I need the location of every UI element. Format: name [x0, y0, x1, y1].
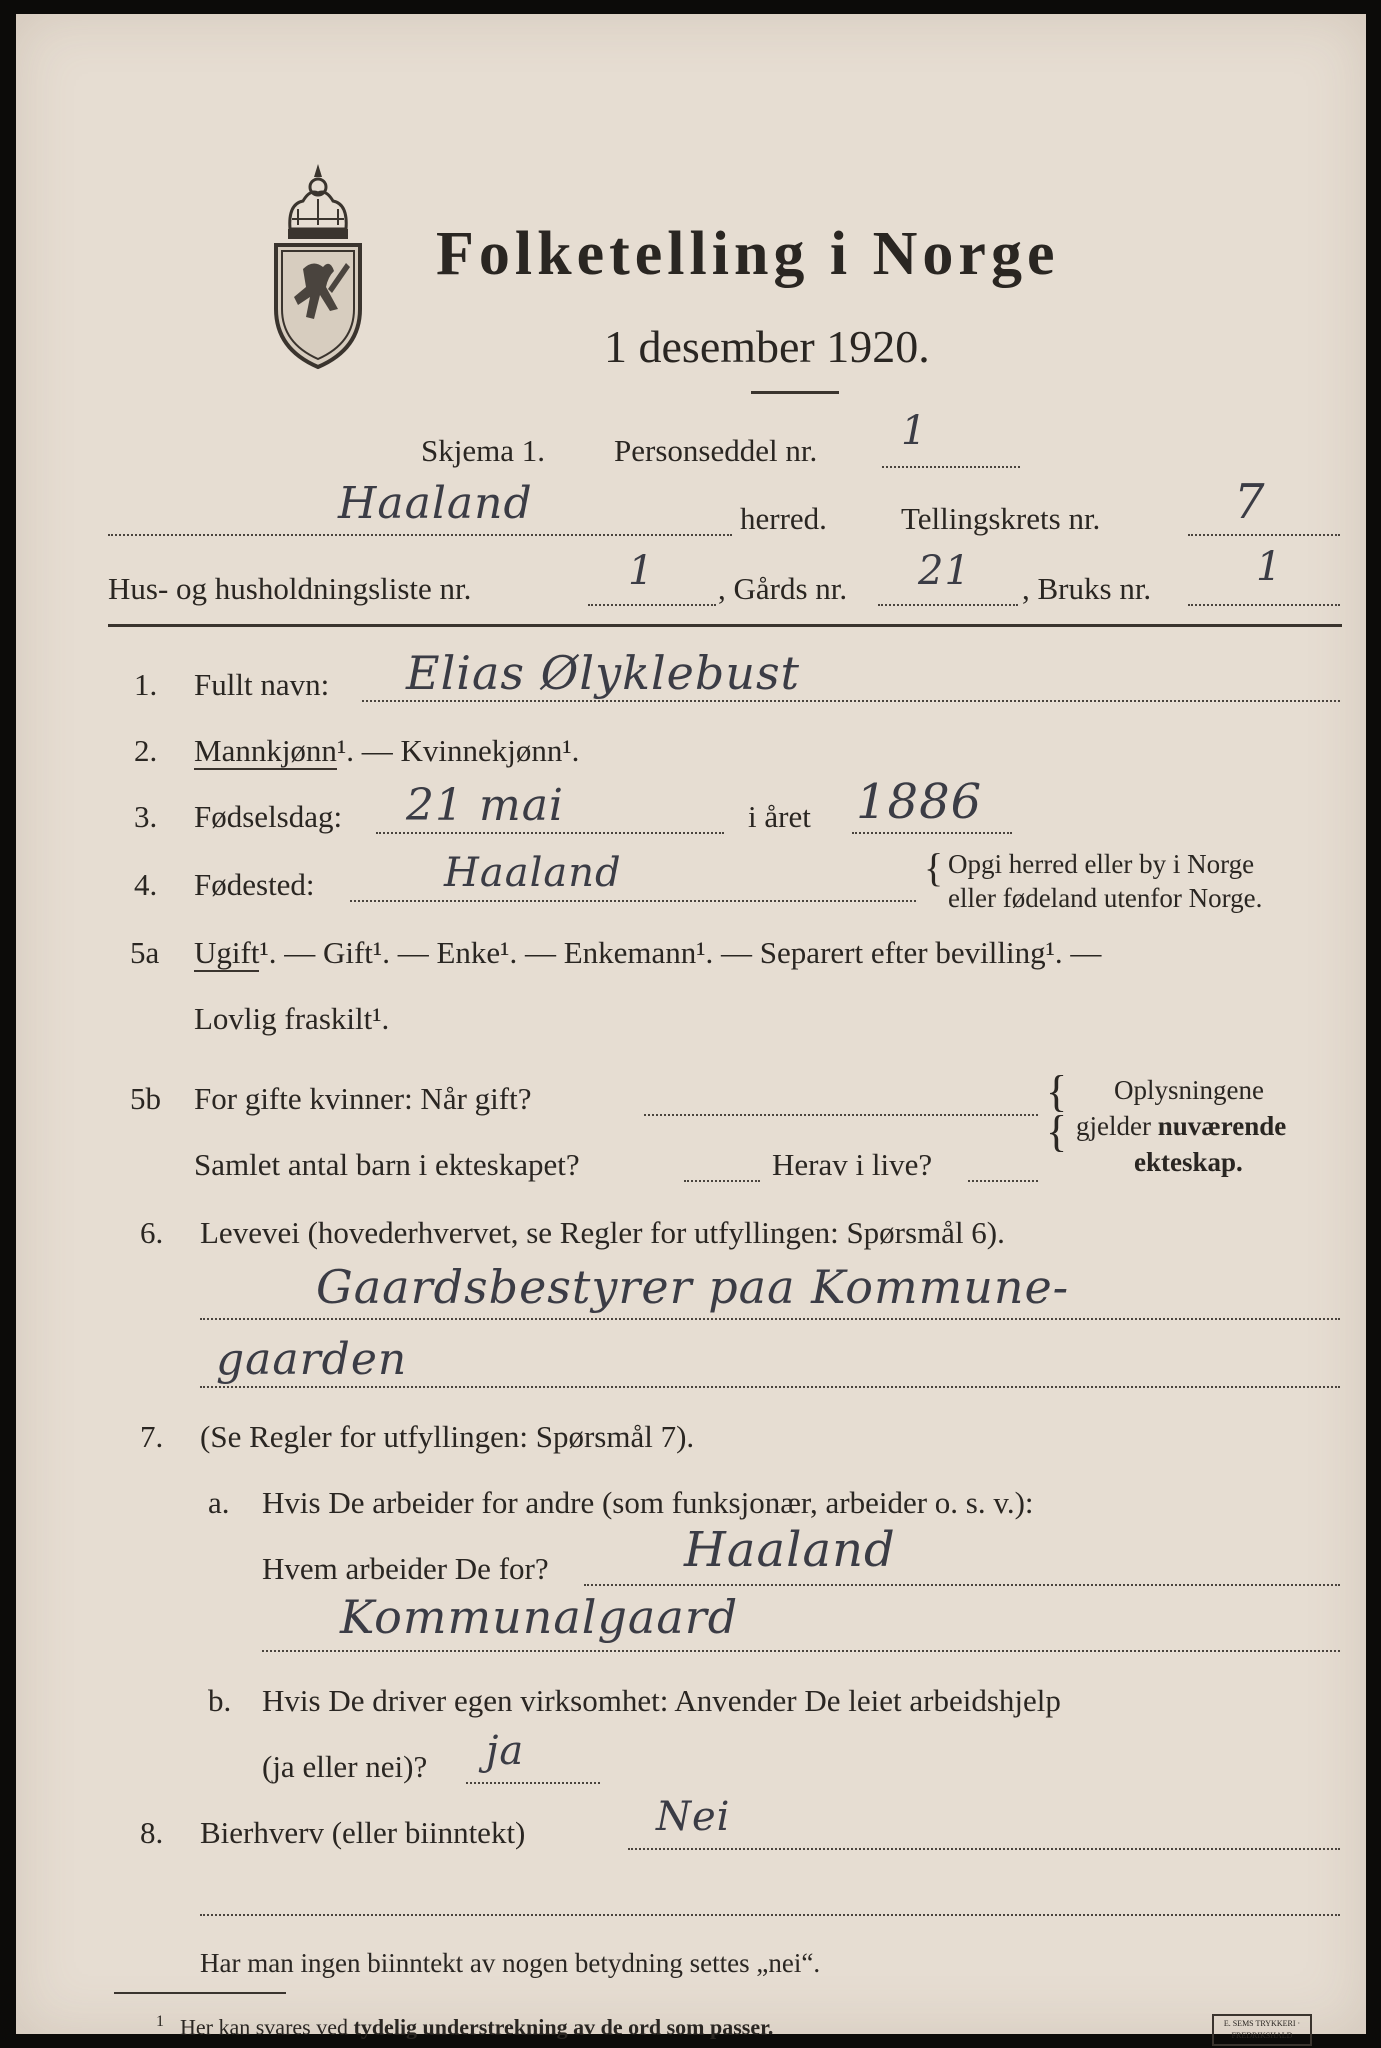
q5b-note-2b: nuværende	[1157, 1111, 1287, 1141]
bruks-value: 1	[1256, 544, 1283, 590]
q5a-number: 5a	[130, 935, 160, 970]
q4-number: 4.	[134, 867, 158, 902]
brace-left: {	[924, 845, 944, 890]
census-form	[16, 14, 1366, 2040]
q3-number: 3.	[134, 799, 158, 834]
q7-number: 7.	[140, 1419, 164, 1454]
herred-label: herred.	[740, 501, 827, 536]
q2-separator: ¹. —	[336, 733, 401, 768]
printer-mark: E. SEMS TRYKKERI · FREDRIKSHALD	[1212, 2014, 1312, 2046]
gards-field[interactable]	[878, 604, 1018, 606]
birth-year-value: 1886	[856, 774, 983, 830]
q5b-alive: Herav i live?	[772, 1147, 933, 1182]
hus-label: Hus- og husholdningsliste nr.	[108, 571, 472, 606]
hired-help-value: ja	[486, 1728, 525, 1774]
employer-field-1[interactable]	[584, 1584, 1340, 1586]
hus-value: 1	[628, 548, 655, 594]
tellingskrets-field[interactable]	[1188, 534, 1340, 536]
q5b-note-1: Oplysningene	[1114, 1075, 1264, 1105]
hired-help-field[interactable]	[466, 1782, 600, 1784]
coat-of-arms-icon	[268, 159, 368, 374]
q7b-letter: b.	[208, 1683, 232, 1718]
q7a-letter: a.	[208, 1485, 230, 1520]
birth-year-field[interactable]	[852, 832, 1012, 834]
occupation-field-2[interactable]	[200, 1386, 1340, 1388]
q7-label: (Se Regler for utfyllingen: Spørsmål 7).	[200, 1419, 695, 1454]
fraskilt-option[interactable]: Lovlig fraskilt¹.	[194, 1001, 390, 1036]
ugift-option[interactable]: Ugift	[194, 935, 260, 970]
herred-value: Haaland	[338, 478, 533, 529]
occupation-value-1: Gaardsbestyrer paa Kommune-	[316, 1260, 1070, 1314]
kvinnekjonn-option[interactable]: Kvinnekjønn	[400, 733, 563, 768]
personseddel-field[interactable]	[882, 466, 1020, 468]
birthday-value: 21 mai	[406, 780, 565, 831]
skjema-label: Skjema 1.	[421, 433, 545, 468]
birthplace-field[interactable]	[350, 900, 916, 902]
full-name-field[interactable]	[362, 700, 1340, 702]
year-label: i året	[748, 799, 811, 834]
q1-number: 1.	[134, 667, 158, 702]
personseddel-label: Personseddel nr.	[614, 433, 818, 468]
q7a-text: Hvis De arbeider for andre (som funksjonær, arbeider o. s. v.):	[262, 1485, 1034, 1520]
q4-note-1: Opgi herred eller by i Norge	[948, 849, 1255, 879]
q1-label: Fullt navn:	[194, 667, 330, 702]
tellingskrets-label: Tellingskrets nr.	[901, 501, 1101, 536]
q3-label: Fødselsdag:	[194, 799, 343, 834]
employer-field-2[interactable]	[262, 1650, 1340, 1652]
full-name-value: Elias Ølyklebust	[406, 646, 801, 700]
footnote-rule	[114, 1992, 286, 1994]
q6-number: 6.	[140, 1215, 164, 1250]
q5b-number: 5b	[130, 1081, 161, 1116]
brace-5b: { {	[1046, 1067, 1068, 1156]
header-rule	[108, 624, 1342, 627]
q2-number: 2.	[134, 733, 158, 768]
side-income-field-1[interactable]	[628, 1848, 1340, 1850]
q5b-note-2a: gjelder	[1076, 1111, 1158, 1141]
bruks-field[interactable]	[1188, 604, 1340, 606]
occupation-field-1[interactable]	[200, 1318, 1340, 1320]
birthday-field[interactable]	[376, 832, 724, 834]
married-when-field[interactable]	[644, 1114, 1038, 1116]
side-income-field-2[interactable]	[200, 1914, 1340, 1916]
q7a-question: Hvem arbeider De for?	[262, 1551, 549, 1586]
q4-label: Fødested:	[194, 867, 315, 902]
personseddel-value: 1	[901, 408, 928, 454]
q8-number: 8.	[140, 1815, 164, 1850]
employer-value-2: Kommunalgaard	[340, 1590, 739, 1644]
q8-label: Bierhverv (eller biinntekt)	[200, 1815, 526, 1850]
q6-label: Levevei (hovederhvervet, se Regler for utfyllingen: Spørsmål 6).	[200, 1215, 1005, 1250]
birthplace-value: Haaland	[444, 850, 622, 896]
hus-field[interactable]	[588, 604, 716, 606]
q5b-married-when: For gifte kvinner: Når gift?	[194, 1081, 532, 1116]
gards-label: , Gårds nr.	[718, 571, 848, 606]
biinntekt-note: Har man ingen biinntekt av nogen betydning settes „nei“.	[200, 1948, 821, 1978]
herred-field[interactable]	[108, 534, 732, 536]
q7b-text: Hvis De driver egen virksomhet: Anvender De leiet arbeidshjelp	[262, 1683, 1061, 1718]
q4-note-2: eller fødeland utenfor Norge.	[948, 883, 1263, 913]
side-income-value: Nei	[656, 1794, 731, 1840]
q5b-note-3: ekteskap.	[1134, 1147, 1243, 1177]
gards-value: 21	[918, 548, 971, 594]
footnote-text-a: Her kan svares ved	[180, 2014, 354, 2040]
tellingskrets-value: 7	[1234, 474, 1266, 530]
q7b-question: (ja eller nei)?	[262, 1749, 428, 1784]
children-field[interactable]	[684, 1180, 760, 1182]
form-date: 1 desember 1920.	[604, 321, 930, 372]
occupation-value-2: gaarden	[216, 1334, 408, 1385]
mannkjonn-option[interactable]: Mannkjønn	[194, 733, 337, 768]
q2-end: ¹.	[562, 733, 580, 768]
alive-field[interactable]	[968, 1180, 1038, 1182]
bruks-label: , Bruks nr.	[1022, 571, 1152, 606]
footnote-text-b: tydelig understrekning av de ord som passer.	[353, 2014, 774, 2040]
q5b-children: Samlet antal barn i ekteskapet?	[194, 1147, 580, 1182]
form-title: Folketelling i Norge	[436, 220, 1060, 288]
q5a-options[interactable]: ¹. — Gift¹. — Enke¹. — Enkemann¹. — Separert efter bevilling¹. —	[259, 935, 1102, 970]
footnote-mark: 1	[156, 2013, 164, 2030]
title-divider	[751, 391, 839, 394]
employer-value-1: Haaland	[684, 1522, 896, 1578]
